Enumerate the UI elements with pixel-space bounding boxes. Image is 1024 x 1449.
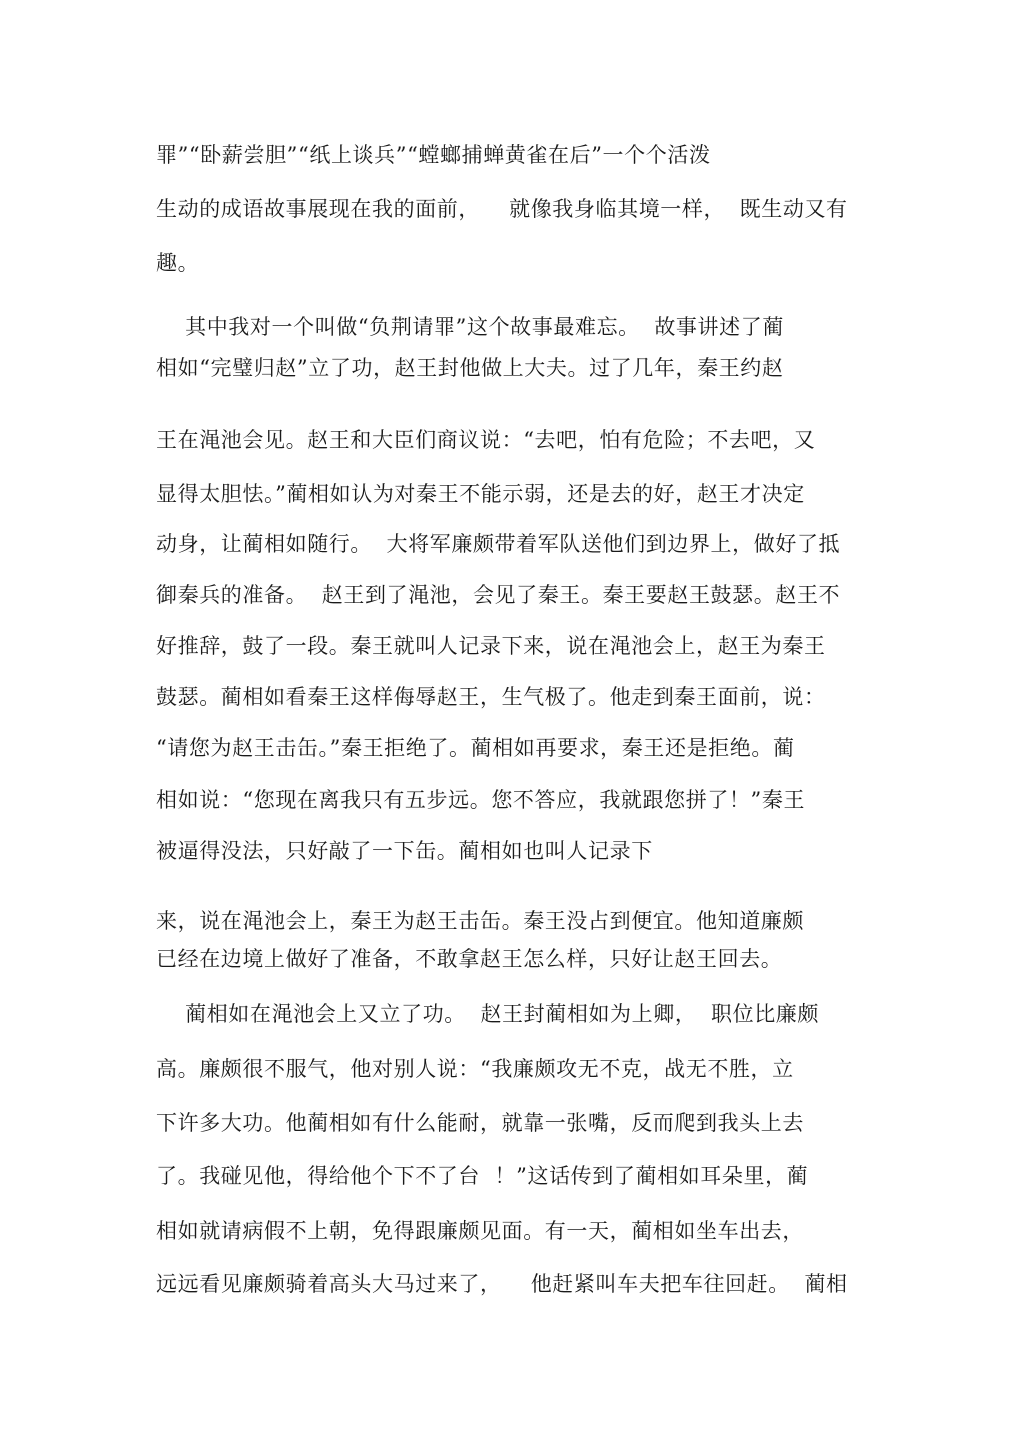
text-line: 来，说在渑池会上，秦王为赵王击缶。秦王没占到便宜。他知道廉颇 [156, 909, 804, 933]
text-line: 生动的成语故事展现在我的面前， 就像我身临其境一样， 既生动又有 [156, 197, 848, 221]
text-line: 趣。 [156, 251, 200, 275]
text-line: 远远看见廉颇骑着高头大马过来了， 他赶紧叫车夫把车往回赶。 蔺相 [156, 1272, 848, 1296]
text-line: 好推辞，鼓了一段。秦王就叫人记录下来，说在渑池会上，赵王为秦王 [156, 634, 826, 658]
text-line: 蔺相如在渑池会上又立了功。 赵王封蔺相如为上卿， 职位比廉颇 [156, 1002, 819, 1026]
text-line: 相如“完璧归赵”立了功，赵王封他做上大夫。过了几年，秦王约赵 [156, 356, 784, 380]
text-line: 其中我对一个叫做“负荆请罪”这个故事最难忘。 故事讲述了蔺 [156, 315, 784, 339]
text-line: 罪”“卧薪尝胆”“纸上谈兵”“螳螂捕蝉黄雀在后”一个个活泼 [156, 143, 711, 167]
text-line: 已经在边境上做好了准备，不敢拿赵王怎么样，只好让赵王回去。 [156, 947, 783, 971]
text-line: 御秦兵的准备。 赵王到了渑池，会见了秦王。秦王要赵王鼓瑟。赵王不 [156, 583, 841, 607]
text-line: 下许多大功。他蔺相如有什么能耐，就靠一张嘴，反而爬到我头上去 [156, 1111, 804, 1135]
text-line: 动身，让蔺相如随行。 大将军廉颇带着军队送他们到边界上，做好了抵 [156, 532, 841, 556]
text-line: “请您为赵王击缶。”秦王拒绝了。蔺相如再要求，秦王还是拒绝。蔺 [156, 736, 795, 760]
text-line: 鼓瑟。蔺相如看秦王这样侮辱赵王，生气极了。他走到秦王面前，说： [156, 685, 826, 709]
text-line: 高。廉颇很不服气，他对别人说：“我廉颇攻无不克，战无不胜，立 [156, 1057, 794, 1081]
text-line: 显得太胆怯。”蔺相如认为对秦王不能示弱，还是去的好，赵王才决定 [156, 482, 805, 506]
text-line: 被逼得没法，只好敲了一下缶。蔺相如也叫人记录下 [156, 839, 653, 863]
text-line: 相如就请病假不上朝，免得跟廉颇见面。有一天，蔺相如坐车出去， [156, 1219, 804, 1243]
text-line: 王在渑池会见。赵王和大臣们商议说：“去吧，怕有危险；不去吧，又 [156, 428, 816, 452]
text-line: 了。我碰见他，得给他个下不了台 ！”这话传到了蔺相如耳朵里，蔺 [156, 1164, 809, 1188]
text-line: 相如说：“您现在离我只有五步远。您不答应，我就跟您拼了！”秦王 [156, 788, 806, 812]
